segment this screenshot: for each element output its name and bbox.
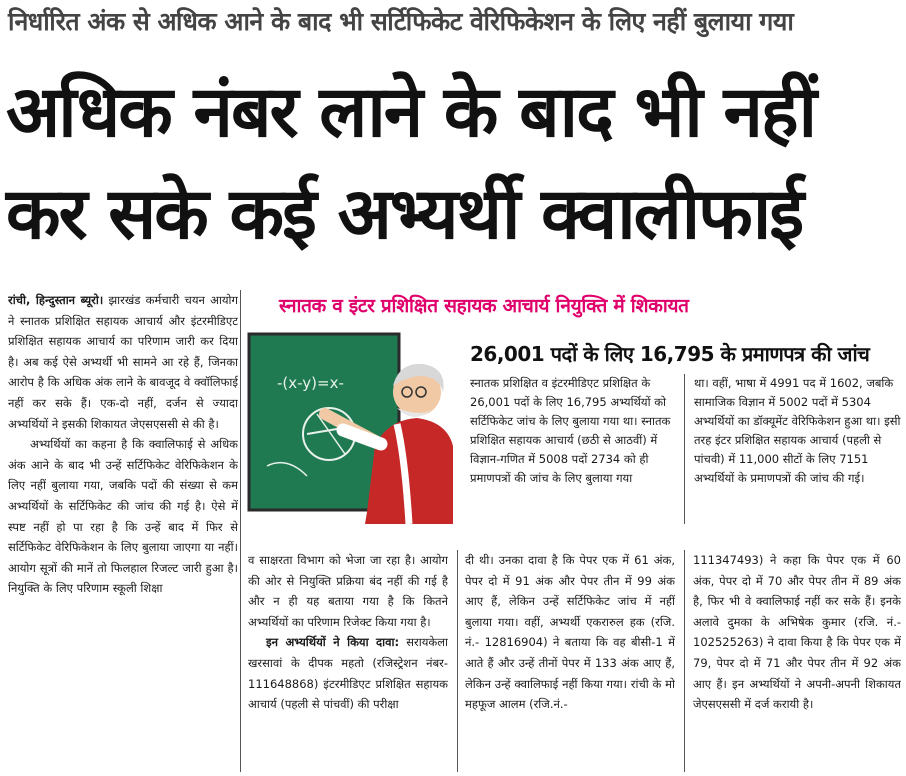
- article-column-4: 111347493) ने कहा कि पेपर एक में 60 अंक, पेपर दो में 70 और पेपर तीन में 89 अंक है, फिर भी वे क्वालिफाई नहीं कर सके हैं। इनके अलावे दुमका के अभिषेक कुमार (रजि. नं.- 102525263) ने दावा किया है कि पेपर एक में 79, पेपर दो में 71 और पेपर तीन में 92 अंक आए हैं। इन अभ्यर्थियों ने अपनी-अपनी शिकायत जेएसएससी में दर्ज करायी है।: [693, 553, 901, 712]
- box-headline: 26,001 पदों के लिए 16,795 के प्रमाणपत्र की जांच: [470, 342, 870, 366]
- headline-line-2: कर सके कई अभ्यर्थी क्वालीफाई: [6, 172, 803, 255]
- column-divider: [240, 290, 241, 772]
- article-column-2: [248, 550, 448, 772]
- column-1-para-1: [8, 290, 238, 434]
- column-divider: [457, 550, 458, 772]
- box-column-1: स्नातक प्रशिक्षित व इंटरमीडिएट प्रशिक्षित के 26,001 पदों के लिए 16,795 अभ्यर्थियों को सर्टिफिकेट जांच के लिए बुलाया गया था। स्नातक प्रशिक्षित सहायक आचार्य (छठी से आठवीं) में विज्ञान-गणित में 5008 पदों 2734 को ही प्रमाणपत्रों की जांच के लिए बुलाया गया: [470, 376, 671, 485]
- column-1-para-1-text: झारखंड कर्मचारी चयन आयोग ने स्नातक प्रशिक्षित सहायक आचार्य और इंटरमीडिएट प्रशिक्षित सहायक आचार्य का परिणाम जारी कर दिया है। अब कई ऐसे अभ्यर्थी भी सामने आ रहे हैं, जिनका आरोप है कि अधिक अंक लाने के बावजूद वे क्वॉलिफाई नहीं कर सके हैं। एक-दो नहीं, दर्जन से ज्यादा अभ्यर्थियों ने इसकी शिकायत जेएसएससी से की है।: [8, 293, 238, 431]
- headline-line-1: अधिक नंबर लाने के बाद भी नहीं: [6, 70, 816, 153]
- column-divider: [684, 550, 685, 772]
- kicker-headline: निर्धारित अंक से अधिक आने के बाद भी सर्टिफिकेट वेरिफिकेशन के लिए नहीं बुलाया गया: [8, 7, 794, 36]
- dateline: रांची, हिन्दुस्तान ब्यूरो।: [8, 293, 104, 307]
- article-column-1: [8, 290, 238, 772]
- column-2-subhead: इन अभ्यर्थियों ने किया दावा:: [266, 635, 400, 650]
- teacher-blackboard-illustration: [247, 326, 455, 524]
- column-1-para-2: अभ्यर्थियों का कहना है कि क्वालिफाई से अधिक अंक आने के बाद भी उन्हें सर्टिफिकेट वेरिफिकेशन के लिए नहीं बुलाया गया, जबकि पदों की संख्या से कम अभ्यर्थियों के सर्टिफिकेट की जांच की गई है। ऐसे में स्पष्ट नहीं हो पा रहा है कि उन्हें बाद में फिर से सर्टिफिकेट वेरिफिकेशन के लिए बुलाया जाएगा या नहीं। आयोग सूत्रों की मानें तो फिलहाल रिजल्ट जारी हुआ है। नियुक्ति के लिए परिणाम स्कूली शिक्षा: [8, 437, 238, 596]
- illustration-svg: [247, 326, 455, 524]
- column-2-para-2: [248, 632, 448, 714]
- column-2-para-1: व साक्षरता विभाग को भेजा जा रहा है। आयोग की ओर से नियुक्ति प्रक्रिया बंद नहीं की गई है और न ही यह बताया गया है कि कितने अभ्यर्थियों का परिणाम रिजेक्ट किया गया है।: [248, 553, 448, 629]
- box-column-divider: [684, 374, 685, 524]
- blackboard-formula: -(x-y)=x-: [277, 374, 344, 392]
- article-column-3: दी थी। उनका दावा है कि पेपर एक में 61 अंक, पेपर दो में 91 अंक और पेपर तीन में 99 अंक आए हैं, लेकिन उन्हें सर्टिफिकेट जांच में नहीं बुलाया गया। वहीं, अभ्यर्थी एकरारुल हक (रजि. नं.- 12816904) ने बताया कि वह बीसी-1 में आते हैं और उन्हें तीनों पेपर में 133 अंक आए हैं, लेकिन उन्हें क्वालिफाई नहीं किया गया। रांची के मो महफूज आलम (रजि.नं.-: [465, 553, 675, 712]
- column-2-para-2-text: सरायकेला खरसावां के दीपक महतो (रजिस्ट्रेशन नंबर- 111648868) इंटरमीडिएट प्रशिक्षित सहायक आचार्य (पहली से पांचवीं) की परीक्षा: [248, 635, 448, 712]
- box-column-2: था। वहीं, भाषा में 4991 पद में 1602, जबकि सामाजिक विज्ञान में 5002 पदों में 5304 अभ्यर्थियों का डॉक्यूमेंट वेरिफिकेशन हुआ था। इसी तरह इंटर प्रशिक्षित सहायक आचार्य (पहली से पांचवी) में 11,000 सीटों के लिए 7151 अभ्यर्थियों के प्रमाणपत्रों की जांच की गई।: [694, 376, 901, 485]
- sub-headline: स्नातक व इंटर प्रशिक्षित सहायक आचार्य नियुक्ति में शिकायत: [279, 295, 689, 317]
